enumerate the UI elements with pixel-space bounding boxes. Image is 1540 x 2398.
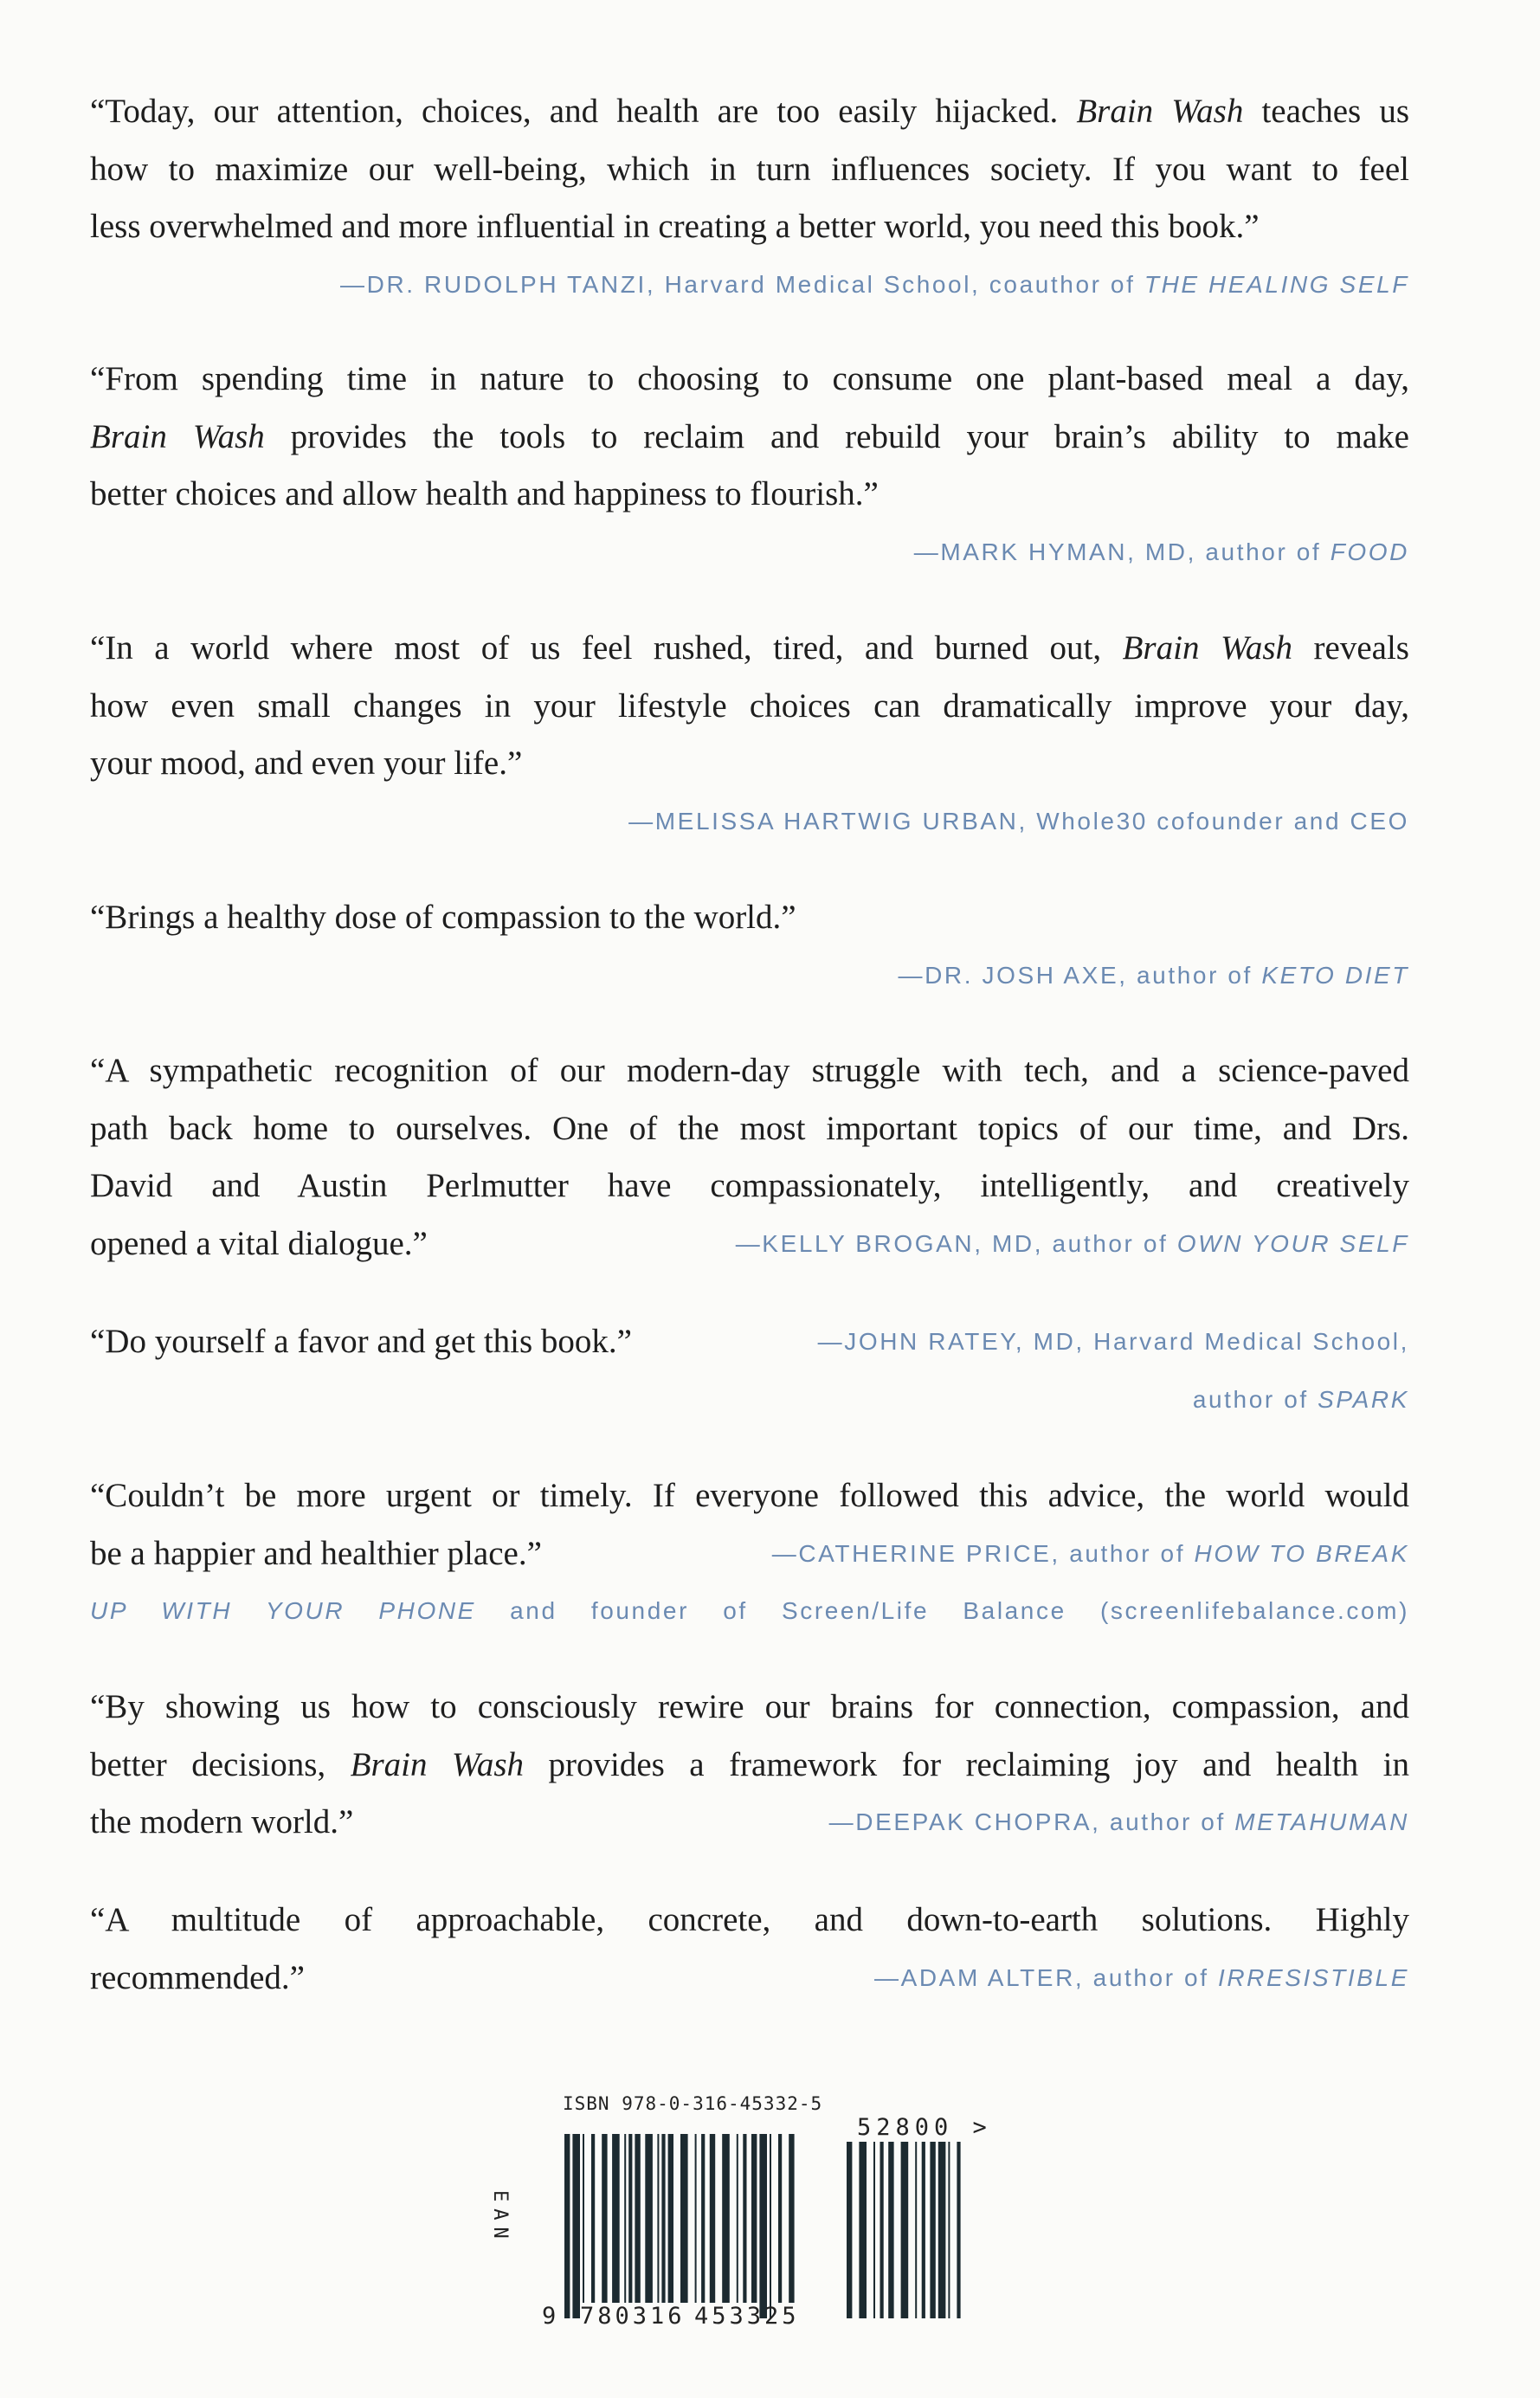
barcode-digit-first: 9 (542, 2303, 560, 2330)
italic-title: KETO DIET (1261, 961, 1409, 989)
text-segment: —KELLY BROGAN, MD, author of (735, 1229, 1177, 1257)
text-segment: “Couldn’t be more urgent or timely. If everyone followed this advice, the world would (90, 1477, 1409, 1514)
quote-line (90, 1157, 1409, 1215)
barcode-bar (948, 2142, 950, 2318)
text-segment: “Today, our attention, choices, and health are too easily hijacked. (90, 93, 1077, 130)
attribution (90, 1371, 1409, 1429)
quote-text (90, 1525, 542, 1583)
text-segment: teaches us (1243, 93, 1409, 130)
quote-text (90, 1313, 632, 1371)
barcode-bar (888, 2142, 893, 2318)
italic-title: Brain Wash (1076, 93, 1244, 130)
barcode-digits-right: 453325 (694, 2303, 800, 2330)
barcode-bar (722, 2134, 730, 2303)
text-segment: “From spending time in nature to choosing to consume one plant-based meal a day, (90, 360, 1409, 397)
ean-label: EAN (489, 2190, 511, 2246)
text-segment: —DEEPAK CHOPRA, author of (828, 1808, 1235, 1835)
barcode-bar (645, 2134, 653, 2303)
barcode-bar (583, 2134, 584, 2303)
text-segment: —JOHN RATEY, MD, Harvard Medical School, (817, 1328, 1409, 1355)
attribution (736, 1215, 1409, 1273)
quote-line (90, 1679, 1409, 1737)
text-segment: the modern world.” (90, 1803, 354, 1840)
barcode-bar (743, 2134, 746, 2303)
attribution (829, 1794, 1409, 1852)
endorsement-quote (90, 1042, 1409, 1273)
text-segment: provides a framework for reclaiming joy and health in (524, 1745, 1409, 1783)
quote-text (90, 1950, 305, 2008)
italic-title: IRRESISTIBLE (1217, 1963, 1409, 1991)
barcode-bar (668, 2134, 673, 2303)
quote-line (90, 1892, 1409, 1950)
barcode-bar (930, 2142, 935, 2318)
text-segment: how even small changes in your lifestyle choices can dramatically improve your day, (90, 687, 1409, 725)
barcode-bar (564, 2134, 570, 2318)
text-segment: —CATHERINE PRICE, author of (771, 1539, 1195, 1567)
text-segment: less overwhelmed and more influential in creating a better world, you need this book.” (90, 208, 1260, 245)
barcode-bar (873, 2142, 875, 2318)
quote-line (90, 351, 1409, 409)
barcode-bar (680, 2134, 688, 2303)
text-segment: better choices and allow health and happiness to flourish.” (90, 475, 879, 512)
quote-line (90, 889, 1409, 947)
quote-line (90, 678, 1409, 736)
barcode-digits-left: 780316 (580, 2303, 686, 2330)
barcode-bar (572, 2134, 580, 2318)
italic-title: SPARK (1318, 1385, 1409, 1413)
attribution (90, 947, 1409, 1005)
text-segment: “A multitude of approachable, concrete, and down-to-earth solutions. Highly (90, 1901, 1409, 1938)
quote-line (90, 466, 1409, 524)
text-segment: —MELISSA HARTWIG URBAN, Whole30 cofounder and CEO (628, 807, 1409, 835)
barcode-bar (922, 2142, 925, 2318)
text-segment: reveals (1292, 629, 1409, 667)
quote-line (90, 1215, 1409, 1273)
endorsement-quote (90, 1679, 1409, 1852)
quote-text (90, 1794, 353, 1852)
italic-title: THE HEALING SELF (1144, 270, 1409, 298)
barcode-bar (915, 2142, 917, 2318)
barcode-bar (710, 2134, 715, 2303)
barcode-bar (628, 2134, 632, 2303)
italic-title: UP WITH YOUR PHONE (90, 1597, 476, 1624)
italic-title: FOOD (1330, 538, 1409, 565)
text-segment: recommended.” (90, 1958, 305, 1996)
quote-line (90, 1525, 1409, 1583)
endorsement-quote (90, 83, 1409, 313)
attribution (874, 1950, 1409, 2008)
endorsement-quote (90, 1313, 1409, 1428)
italic-title: OWN YOUR SELF (1176, 1229, 1409, 1257)
text-segment: “By showing us how to consciously rewire our brains for connection, compassion, and (90, 1688, 1409, 1725)
italic-title: Brain Wash (90, 417, 265, 455)
text-segment: “A sympathetic recognition of our modern-day struggle with tech, and a science-paved (90, 1052, 1409, 1089)
barcode-bar (751, 2134, 757, 2303)
text-segment: better decisions, (90, 1745, 351, 1783)
text-segment: provides the tools to reclaim and rebuild your brain’s ability to make (264, 417, 1409, 455)
barcode-bar (859, 2142, 867, 2318)
barcode-bar (701, 2134, 705, 2303)
attribution (90, 1583, 1409, 1641)
text-segment: David and Austin Perlmutter have compassionately, intelligently, and creatively (90, 1167, 1409, 1204)
text-segment: path back home to ourselves. One of the most important topics of our time, and Drs. (90, 1109, 1409, 1147)
quote-line (90, 198, 1409, 256)
quote-text (90, 1215, 428, 1273)
attribution (772, 1525, 1409, 1583)
quote-line (90, 1042, 1409, 1100)
attribution (818, 1313, 1409, 1371)
endorsement-quote (90, 889, 1409, 1004)
barcode-bar (695, 2134, 697, 2303)
endorsement-quote (90, 1892, 1409, 2007)
barcode-bar (657, 2134, 659, 2303)
text-segment: how to maximize our well-being, which in turn influences society. If you want to feel (90, 150, 1409, 188)
quote-line (90, 83, 1409, 141)
barcode-bar (789, 2134, 794, 2303)
quote-line (90, 1737, 1409, 1795)
barcode-bar (635, 2134, 640, 2303)
attribution (90, 793, 1409, 851)
quote-line (90, 1100, 1409, 1158)
barcode-bar (591, 2134, 595, 2303)
barcode-bar (737, 2134, 738, 2303)
text-segment: “Brings a healthy dose of compassion to the world.” (90, 899, 796, 936)
text-segment: and founder of Screen/Life Balance (screenlifebalance.com) (475, 1597, 1409, 1624)
attribution (90, 256, 1409, 314)
barcode-bar (847, 2142, 852, 2318)
endorsement-quote (90, 620, 1409, 850)
endorsement-quote (90, 1467, 1409, 1641)
quote-line (90, 1950, 1409, 2008)
barcode-bar (661, 2134, 665, 2303)
attribution (90, 524, 1409, 582)
barcode-bar (957, 2142, 960, 2318)
barcode-bar (624, 2134, 626, 2303)
text-segment: your mood, and even your life.” (90, 745, 523, 782)
isbn-label: ISBN 978-0-316-45332-5 (563, 2093, 823, 2114)
quote-line (90, 409, 1409, 467)
barcode-bar (759, 2134, 767, 2318)
quote-line (90, 735, 1409, 793)
text-segment: —DR. RUDOLPH TANZI, Harvard Medical School, coauthor of (340, 270, 1144, 298)
quote-line (90, 620, 1409, 678)
text-segment: “Do yourself a favor and get this book.” (90, 1323, 632, 1360)
quote-line (90, 141, 1409, 199)
quote-line (90, 1313, 1409, 1371)
text-segment: —ADAM ALTER, author of (873, 1963, 1218, 1991)
barcode-bar (901, 2142, 909, 2318)
italic-title: HOW TO BREAK (1194, 1539, 1409, 1567)
endorsement-quote (90, 351, 1409, 581)
italic-title: METAHUMAN (1234, 1808, 1409, 1835)
price-addon-code: 52800 > (857, 2114, 992, 2141)
quote-line (90, 1794, 1409, 1852)
barcode-bar (612, 2134, 620, 2303)
text-segment: author of (1192, 1385, 1318, 1413)
isbn-barcode (489, 2086, 1021, 2346)
barcode-bar (938, 2142, 946, 2318)
text-segment: opened a vital dialogue.” (90, 1224, 428, 1262)
barcode-bar (602, 2134, 607, 2303)
barcode-bar (778, 2134, 782, 2303)
barcode-bar (880, 2142, 884, 2318)
italic-title: Brain Wash (350, 1745, 525, 1783)
text-segment: —DR. JOSH AXE, author of (898, 961, 1262, 989)
text-segment: “In a world where most of us feel rushed, tired, and burned out, (90, 629, 1123, 667)
text-segment: —MARK HYMAN, MD, author of (913, 538, 1331, 565)
barcode-bar (770, 2134, 771, 2318)
text-segment: be a happier and healthier place.” (90, 1534, 542, 1572)
italic-title: Brain Wash (1122, 629, 1293, 667)
quote-line (90, 1467, 1409, 1525)
